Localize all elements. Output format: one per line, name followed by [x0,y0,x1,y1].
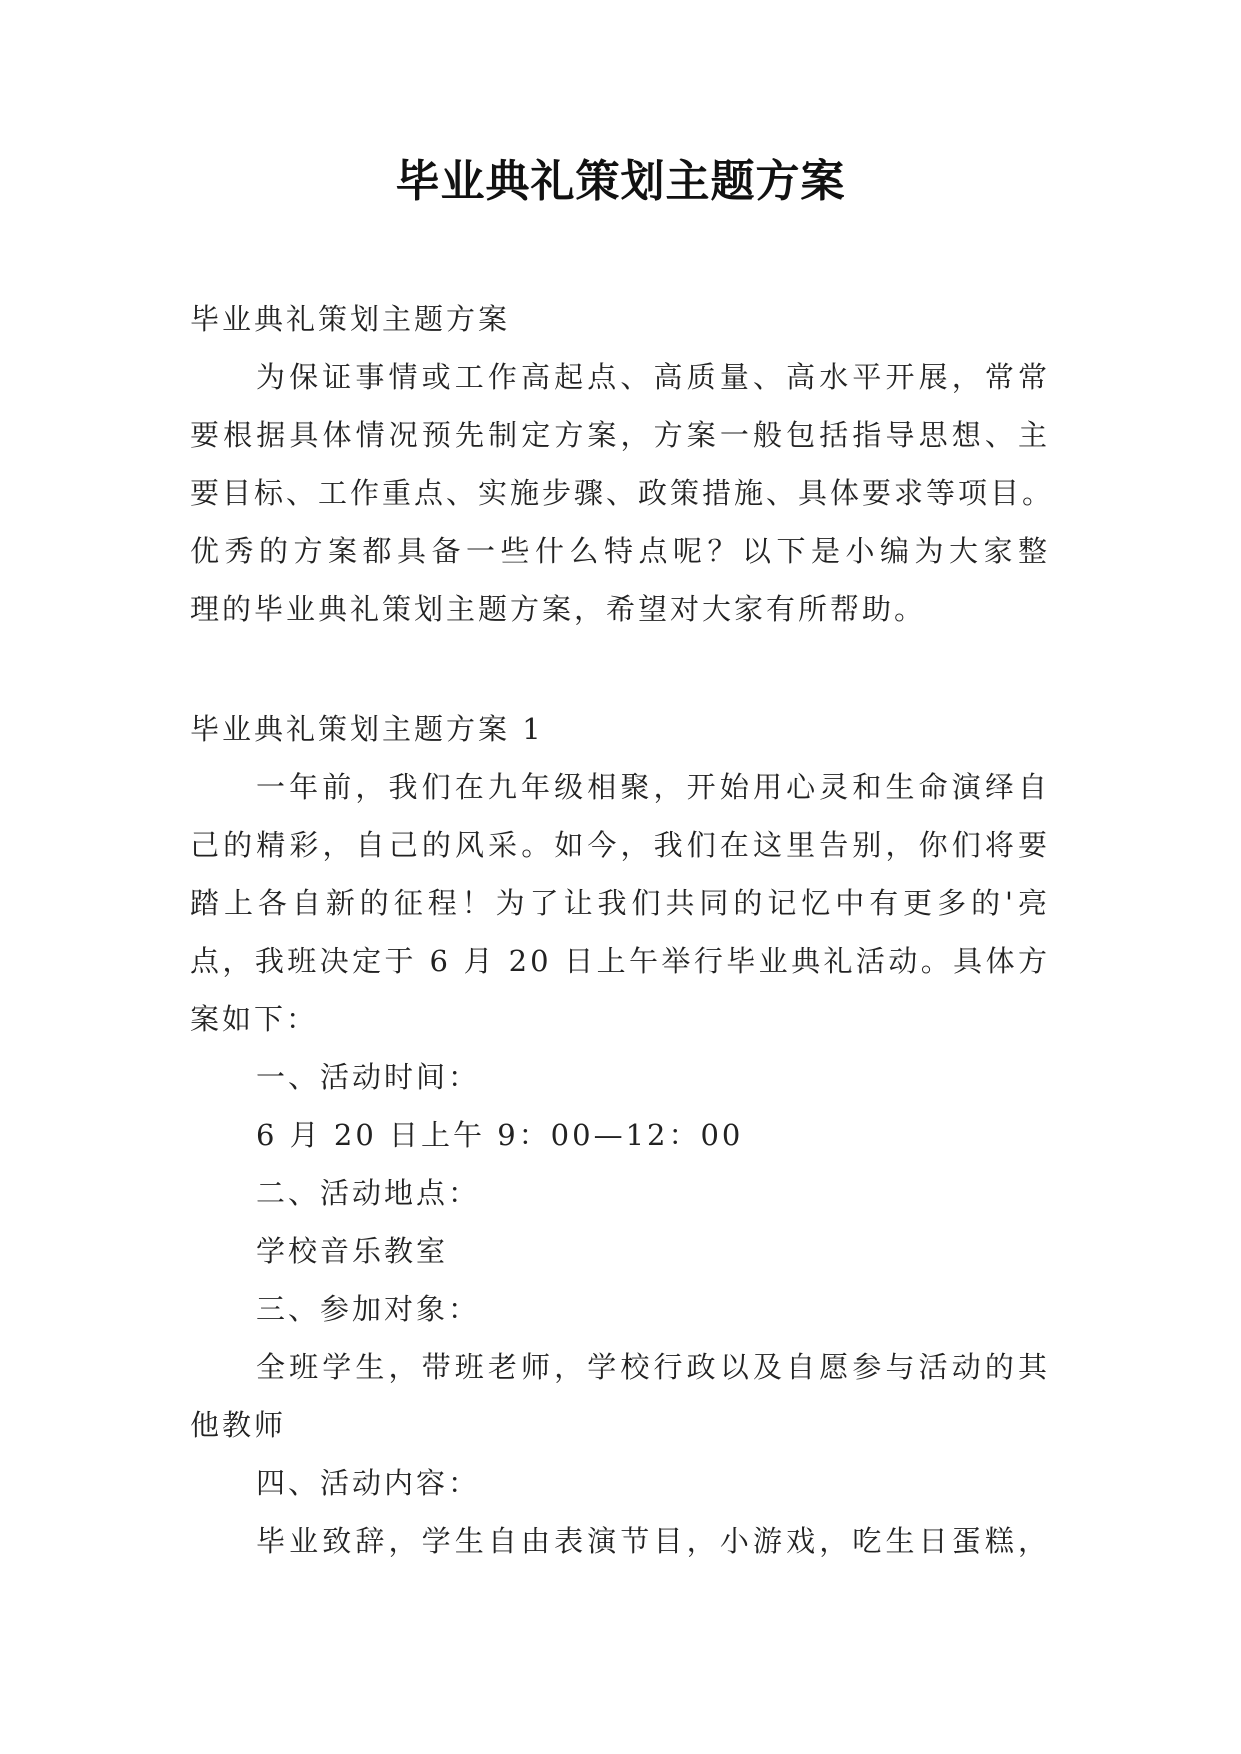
intro-paragraph-line: 要目标、工作重点、实施步骤、政策措施、具体要求等项目。 [190,476,1055,510]
place-heading: 二、活动地点： [256,1176,481,1210]
intro-paragraph-line: 理的毕业典礼策划主题方案，希望对大家有所帮助。 [190,592,927,626]
content-line: 毕业致辞，学生自由表演节目，小游戏，吃生日蛋糕， [256,1524,1050,1558]
intro-paragraph-line: 要根据具体情况预先制定方案，方案一般包括指导思想、主 [190,418,1050,452]
participants-line: 全班学生，带班老师，学校行政以及自愿参与活动的其 [256,1350,1050,1384]
section-paragraph-line: 案如下： [190,1002,319,1036]
section-paragraph-line: 己的精彩，自己的风采。如今，我们在这里告别，你们将要 [190,828,1050,862]
section-paragraph-line: 一年前，我们在九年级相聚，开始用心灵和生命演绎自 [256,770,1050,804]
intro-subtitle: 毕业典礼策划主题方案 [190,302,511,336]
section-heading: 毕业典礼策划主题方案 1 [190,712,544,746]
place-value: 学校音乐教室 [256,1234,449,1268]
content-heading: 四、活动内容： [256,1466,481,1500]
document-title: 毕业典礼策划主题方案 [395,156,846,207]
participants-heading: 三、参加对象： [256,1292,481,1326]
time-heading: 一、活动时间： [256,1060,481,1094]
time-value: 6 月 20 日上午 9：00—12：00 [256,1118,744,1152]
participants-line: 他教师 [190,1408,287,1442]
intro-paragraph-line: 优秀的方案都具备一些什么特点呢？以下是小编为大家整 [190,534,1050,568]
section-paragraph-line: 踏上各自新的征程！为了让我们共同的记忆中有更多的'亮 [190,886,1050,920]
section-paragraph-line: 点，我班决定于 6 月 20 日上午举行毕业典礼活动。具体方 [190,944,1050,978]
plan-section-1 [190,700,1050,1570]
intro-paragraph-line: 为保证事情或工作高起点、高质量、高水平开展，常常 [256,360,1050,394]
intro-section [190,290,1055,638]
